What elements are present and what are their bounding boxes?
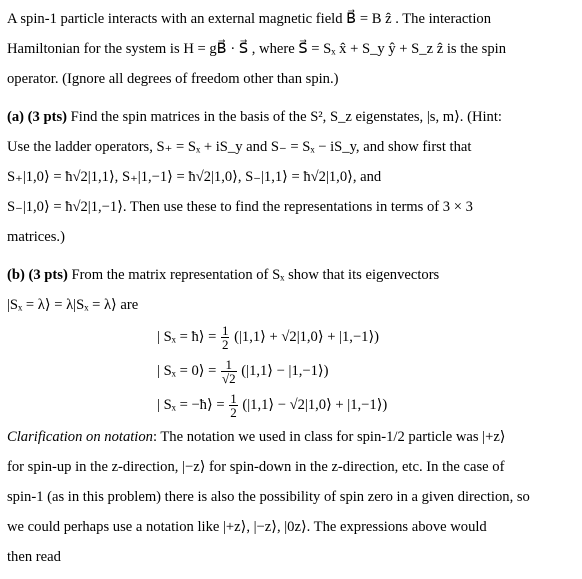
equation-1-lhs: | Sₓ = ħ⟩ = [157, 329, 217, 345]
part-b-text-1: From the matrix representation of Sₓ show that its eigenvectors [67, 267, 440, 283]
clarification-label: Clarification on notation [7, 429, 153, 445]
equation-3-rhs: (|1,1⟩ − √2|1,0⟩ + |1,−1⟩) [242, 397, 388, 413]
intro-line-1: A spin-1 particle interacts with an external magnetic field B⃗ = B ẑ . The interaction [7, 11, 492, 27]
equation-sx-zero [157, 354, 577, 388]
part-a-line-5: matrices.) [7, 229, 65, 245]
part-a-text-1: Find the spin matrices in the basis of the S², S_z eigenstates, |s, m⟩. (Hint: [67, 109, 502, 125]
equation-sx-plus [157, 320, 577, 354]
part-a-line-3: S₊|1,0⟩ = ħ√2|1,1⟩, S₊|1,−1⟩ = ħ√2|1,0⟩, S₋|1,1⟩ = ħ√2|1,0⟩, and [7, 169, 382, 185]
intro-line-3: operator. (Ignore all degrees of freedom other than spin.) [7, 71, 339, 87]
equation-2-rhs: (|1,1⟩ − |1,−1⟩) [241, 363, 329, 379]
fraction-one-over-root-two: $\frac{1}{√2}$ [221, 357, 236, 387]
fraction-one-half-2: $\frac{1}{2}$ [230, 391, 237, 421]
clarification-line-4: we could perhaps use a notation like |+z⟩, |−z⟩, |0z⟩. The expressions above would [7, 519, 487, 535]
problem-text [7, 4, 577, 572]
part-a-label: (a) (3 pts) [7, 109, 67, 125]
equation-sx-minus [157, 388, 577, 422]
eigenvector-equations [157, 320, 577, 422]
clarification-line-1 [7, 422, 577, 452]
clarification-line-3: spin-1 (as in this problem) there is also the possibility of spin zero in a given direction, so [7, 489, 530, 505]
part-a-line-2: Use the ladder operators, S₊ = Sₓ + iS_y and S₋ = Sₓ − iS_y, and show first that [7, 139, 472, 155]
clarification-line-2: for spin-up in the z-direction, |−z⟩ for spin-down in the z-direction, etc. In the case of [7, 459, 505, 475]
part-a-line-4: S₋|1,0⟩ = ħ√2|1,−1⟩. Then use these to find the representations in terms of 3 × 3 [7, 199, 473, 215]
part-b-line-1 [7, 260, 577, 290]
equation-2-lhs: | Sₓ = 0⟩ = [157, 363, 217, 379]
intro-line-2: Hamiltonian for the system is H = gB⃗ · S⃗ , where S⃗ = Sₓ x̂ + S_y ŷ + S_z ẑ is the spin [7, 41, 507, 57]
fraction-one-half: $\frac{1}{2}$ [221, 323, 229, 353]
equation-1-rhs: (|1,1⟩ + √2|1,0⟩ + |1,−1⟩) [234, 329, 380, 345]
clarification-line-5: then read [7, 549, 61, 565]
clarification-text-1: : The notation we used in class for spin-1/2 particle was |+z⟩ [152, 429, 506, 445]
part-a-line-1 [7, 102, 577, 132]
equation-3-lhs: | Sₓ = −ħ⟩ = [157, 397, 225, 413]
part-b-line-2: |Sₓ = λ⟩ = λ|Sₓ = λ⟩ are [7, 297, 139, 313]
part-b-label: (b) (3 pts) [7, 267, 68, 283]
